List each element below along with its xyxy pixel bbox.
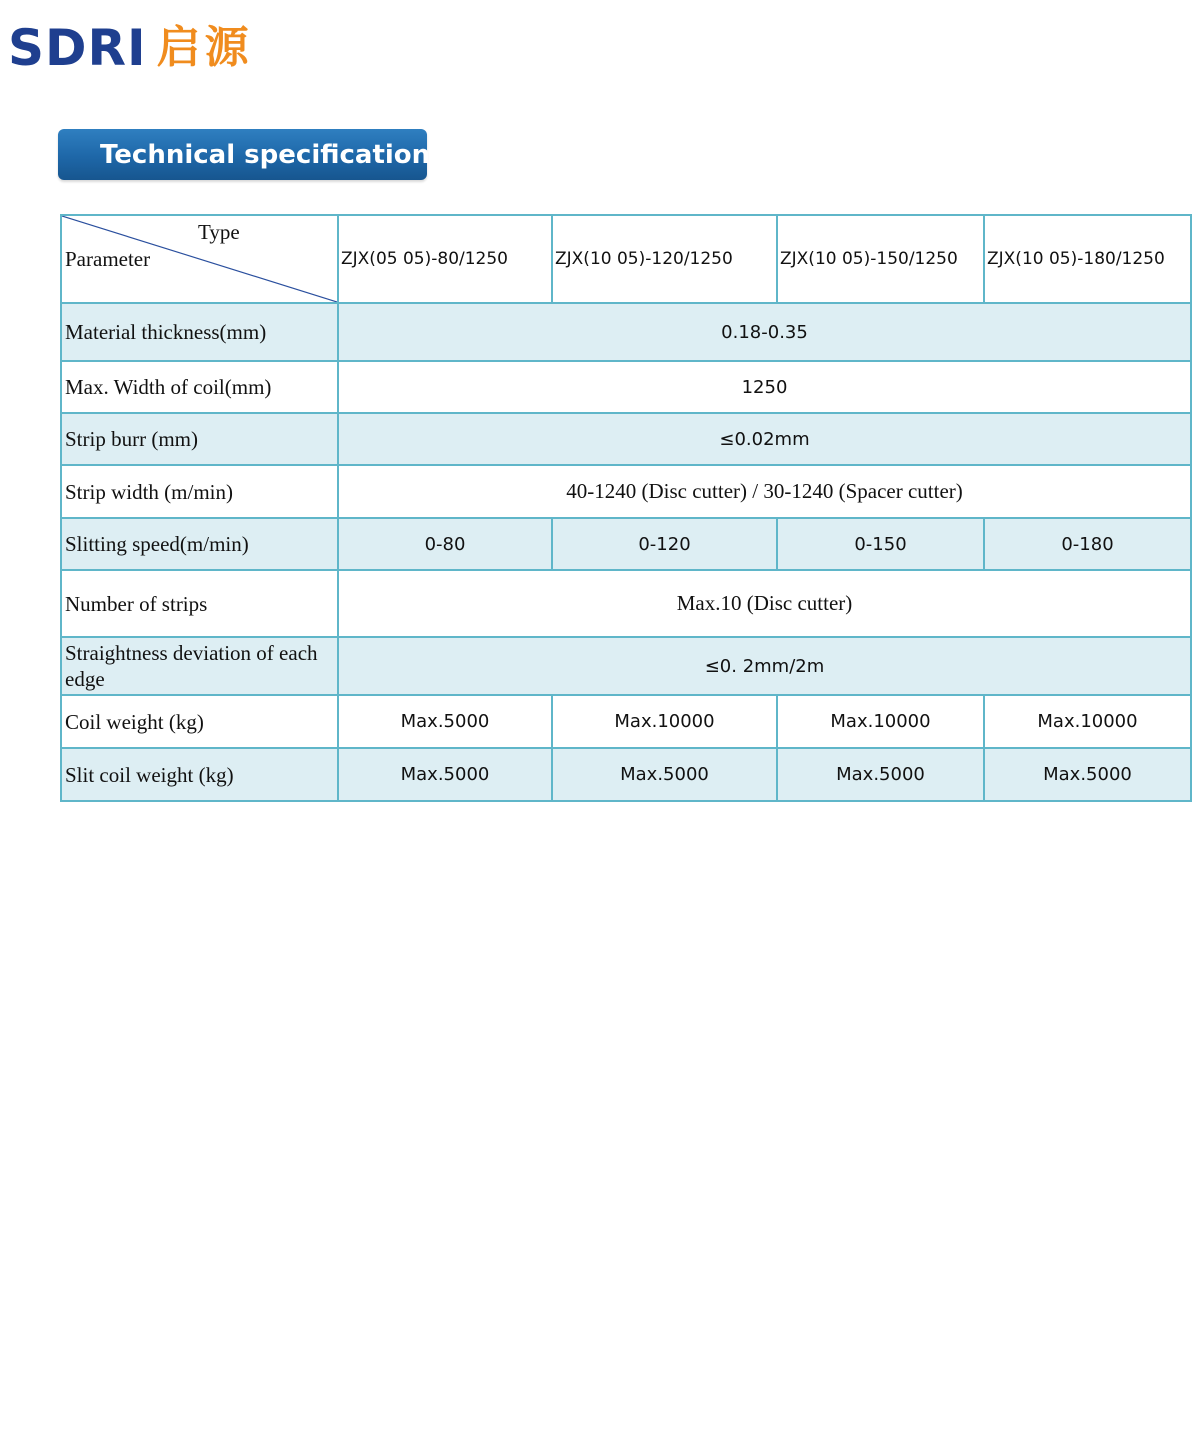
row-value-coil-weight-4: Max.10000 <box>984 695 1191 748</box>
section-title: Technical specification <box>100 140 431 170</box>
row-value-slit-coil-weight-2: Max.5000 <box>552 748 777 801</box>
header-model-3: ZJX(10 05)-150/1250 <box>777 215 984 303</box>
row-label-slit-coil-weight: Slit coil weight (kg) <box>61 748 338 801</box>
logo-cjk-text: 启源 <box>156 22 253 73</box>
table-row <box>61 695 1191 748</box>
row-value-slitting-speed-3: 0-150 <box>777 518 984 570</box>
header-parameter-label: Parameter <box>65 247 151 271</box>
table-row <box>61 303 1191 361</box>
header-corner-cell <box>61 215 338 303</box>
table-row <box>61 637 1191 695</box>
table-row <box>61 748 1191 801</box>
row-value-coil-weight-1: Max.5000 <box>338 695 552 748</box>
table-row <box>61 570 1191 637</box>
row-label-strip-burr: Strip burr (mm) <box>61 413 338 465</box>
row-value-coil-weight-2: Max.10000 <box>552 695 777 748</box>
row-label-max-width: Max. Width of coil(mm) <box>61 361 338 413</box>
header-model-1: ZJX(05 05)-80/1250 <box>338 215 552 303</box>
row-value-slit-coil-weight-4: Max.5000 <box>984 748 1191 801</box>
row-label-straightness: Straightness deviation of each edge <box>61 637 338 695</box>
spec-table <box>60 214 1192 802</box>
company-logo <box>8 19 253 77</box>
row-value-slitting-speed-1: 0-80 <box>338 518 552 570</box>
header-model-2: ZJX(10 05)-120/1250 <box>552 215 777 303</box>
row-value-slitting-speed-4: 0-180 <box>984 518 1191 570</box>
row-value-number-of-strips: Max.10 (Disc cutter) <box>338 570 1191 637</box>
row-value-straightness: ≤0. 2mm/2m <box>338 637 1191 695</box>
table-row <box>61 361 1191 413</box>
row-value-strip-burr: ≤0.02mm <box>338 413 1191 465</box>
row-value-strip-width: 40-1240 (Disc cutter) / 30-1240 (Spacer cutter) <box>338 465 1191 518</box>
row-value-coil-weight-3: Max.10000 <box>777 695 984 748</box>
logo-latin-text: SDRI <box>8 19 147 77</box>
row-label-material-thickness: Material thickness(mm) <box>61 303 338 361</box>
header-model-4: ZJX(10 05)-180/1250 <box>984 215 1191 303</box>
row-label-strip-width: Strip width (m/min) <box>61 465 338 518</box>
table-row <box>61 518 1191 570</box>
row-value-slitting-speed-2: 0-120 <box>552 518 777 570</box>
row-value-material-thickness: 0.18-0.35 <box>338 303 1191 361</box>
row-label-coil-weight: Coil weight (kg) <box>61 695 338 748</box>
section-banner <box>58 129 431 180</box>
row-value-max-width: 1250 <box>338 361 1191 413</box>
table-header-row <box>61 215 1191 303</box>
row-label-slitting-speed: Slitting speed(m/min) <box>61 518 338 570</box>
table-row <box>61 413 1191 465</box>
row-value-slit-coil-weight-1: Max.5000 <box>338 748 552 801</box>
row-value-slit-coil-weight-3: Max.5000 <box>777 748 984 801</box>
header-type-label: Type <box>198 220 240 244</box>
table-row <box>61 465 1191 518</box>
row-label-number-of-strips: Number of strips <box>61 570 338 637</box>
